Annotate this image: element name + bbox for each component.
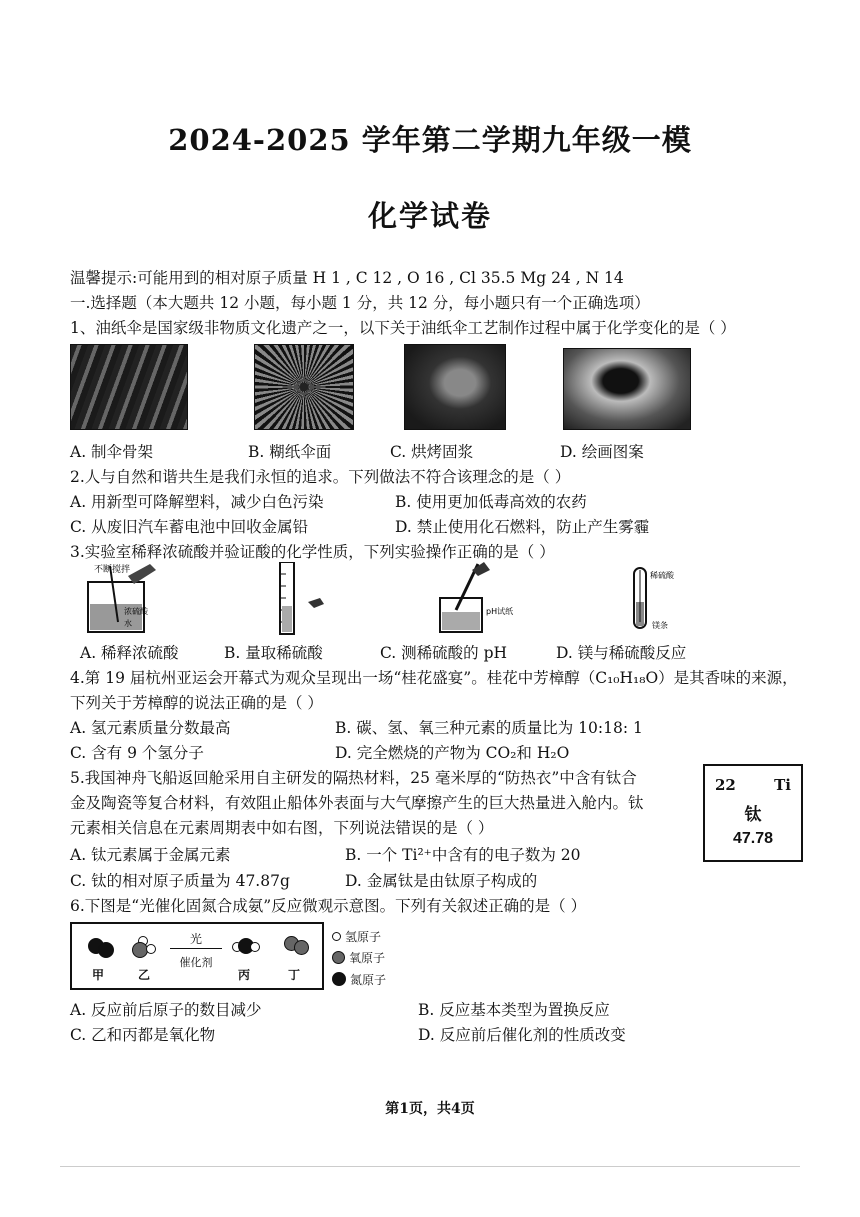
q6-option-c[interactable]: C. 乙和丙都是氧化物 bbox=[70, 1026, 216, 1044]
label-ph-paper: pH试纸 bbox=[486, 607, 514, 616]
exam-title: 2024-2025 学年第二学期九年级一模 bbox=[168, 123, 692, 157]
arrow-top-label: 光 bbox=[189, 932, 202, 946]
umbrella-frame-image bbox=[70, 344, 188, 430]
reaction-arrow bbox=[170, 948, 222, 949]
atom-legend bbox=[332, 926, 386, 990]
label-mg-strip: 镁条 bbox=[652, 621, 668, 630]
q1-option-a[interactable]: A. 制伞骨架 bbox=[70, 443, 154, 461]
ph-test-icon bbox=[440, 562, 490, 632]
q5-option-a[interactable]: A. 钛元素属于金属元素 bbox=[70, 846, 231, 864]
q5-stem-line2: 金及陶瓷等复合材料，有效阻止船体外表面与大气摩擦产生的巨大热量进入舱内。钛 bbox=[70, 794, 644, 812]
q3-option-b[interactable]: B. 量取稀硫酸 bbox=[224, 644, 323, 662]
element-symbol: Ti bbox=[774, 776, 791, 794]
graduated-cylinder-icon bbox=[280, 562, 324, 634]
nitrogen-atom-icon bbox=[98, 942, 114, 958]
hydrogen-atom-icon bbox=[250, 942, 260, 952]
label-stir: 不断搅拌 bbox=[94, 565, 131, 575]
q5-stem-line1: 5.我国神舟飞船返回舱采用自主研发的隔热材料，25 毫米厚的“防热衣”中含有钛合 bbox=[70, 769, 637, 787]
tip-text: 温馨提示:可能用到的相对原子质量 H 1 , C 12 , O 16 , Cl 35.5 Mg 24 , N 14 bbox=[70, 269, 624, 287]
hydrogen-legend-icon bbox=[332, 932, 341, 941]
lab-operations-figure bbox=[80, 562, 680, 638]
q3-option-d[interactable]: D. 镁与稀硫酸反应 bbox=[556, 644, 687, 662]
q4-option-b[interactable]: B. 碳、氢、氧三种元素的质量比为 10:18: 1 bbox=[335, 719, 643, 737]
q3-stem: 3.实验室稀释浓硫酸并验证酸的化学性质，下列实验操作正确的是（ ） bbox=[70, 543, 555, 561]
q2-option-a[interactable]: A. 用新型可降解塑料，减少白色污染 bbox=[70, 493, 324, 511]
baking-umbrella-image bbox=[404, 344, 506, 430]
q1-option-c[interactable]: C. 烘烤固浆 bbox=[390, 443, 474, 461]
hydrogen-atom-icon bbox=[146, 944, 156, 954]
atomic-mass: 47.78 bbox=[732, 830, 774, 847]
q6-option-b[interactable]: B. 反应基本类型为置换反应 bbox=[418, 1001, 610, 1019]
q2-option-c[interactable]: C. 从废旧汽车蓄电池中回收金属铅 bbox=[70, 518, 309, 536]
periodic-table-cell bbox=[703, 764, 803, 862]
label-conc-acid: 浓硫酸 bbox=[124, 607, 148, 616]
q6-stem: 6.下图是“光催化固氮合成氨”反应微观示意图。下列有关叙述正确的是（ ） bbox=[70, 897, 587, 915]
page-number: 第1页，共4页 bbox=[385, 1101, 475, 1117]
legend-hydrogen: 氢原子 bbox=[345, 929, 382, 944]
q2-option-d[interactable]: D. 禁止使用化石燃料，防止产生雾霾 bbox=[395, 518, 650, 536]
species-yi: 乙 bbox=[138, 968, 151, 982]
atomic-number: 22 bbox=[715, 776, 736, 794]
legend-nitrogen: 氮原子 bbox=[350, 972, 387, 987]
q4-stem-line2: 下列关于芳樟醇的说法正确的是（ ） bbox=[70, 694, 323, 712]
oxygen-atom-icon bbox=[294, 940, 309, 955]
section-heading: 一.选择题（本大题共 12 小题，每小题 1 分，共 12 分，每小题只有一个正确选项） bbox=[70, 294, 650, 312]
arrow-bottom-label: 催化剂 bbox=[179, 956, 213, 969]
q5-stem-line3: 元素相关信息在元素周期表中如右图，下列说法错误的是（ ） bbox=[70, 819, 494, 837]
q6-option-a[interactable]: A. 反应前后原子的数目减少 bbox=[70, 1001, 262, 1019]
species-ding: 丁 bbox=[288, 968, 301, 982]
test-tube-icon bbox=[634, 568, 646, 628]
exam-subtitle: 化学试卷 bbox=[367, 199, 492, 233]
paper-umbrella-image bbox=[254, 344, 354, 430]
q1-stem: 1、油纸伞是国家级非物质文化遗产之一，以下关于油纸伞工艺制作过程中属于化学变化的是（ ） bbox=[70, 319, 736, 337]
q4-option-a[interactable]: A. 氢元素质量分数最高 bbox=[70, 719, 231, 737]
scan-edge-line bbox=[60, 1166, 800, 1167]
q1-option-d[interactable]: D. 绘画图案 bbox=[560, 443, 644, 461]
q6-option-d[interactable]: D. 反应前后催化剂的性质改变 bbox=[418, 1026, 626, 1044]
q5-option-b[interactable]: B. 一个 Ti²⁺中含有的电子数为 20 bbox=[345, 846, 581, 864]
reaction-diagram bbox=[70, 922, 324, 990]
label-water: 水 bbox=[124, 619, 132, 628]
element-name: 钛 bbox=[744, 805, 762, 825]
legend-oxygen: 氧原子 bbox=[349, 950, 386, 965]
q3-option-a[interactable]: A. 稀释浓硫酸 bbox=[80, 644, 179, 662]
q4-stem-line1: 4.第 19 届杭州亚运会开幕式为观众呈现出一场“桂花盛宴”。桂花中芳樟醇（C₁₀H₁₈O）是其香味的来源， bbox=[70, 669, 798, 687]
q4-option-c[interactable]: C. 含有 9 个氢分子 bbox=[70, 744, 204, 762]
q5-option-d[interactable]: D. 金属钛是由钛原子构成的 bbox=[345, 872, 538, 890]
species-bing: 丙 bbox=[238, 968, 251, 982]
label-dilute-acid: 稀硫酸 bbox=[650, 571, 674, 580]
q1-option-b[interactable]: B. 糊纸伞面 bbox=[248, 443, 332, 461]
nitrogen-legend-icon bbox=[332, 972, 346, 986]
q5-option-c[interactable]: C. 钛的相对原子质量为 47.87g bbox=[70, 872, 290, 890]
oxygen-legend-icon bbox=[332, 951, 345, 964]
q3-option-c[interactable]: C. 测稀硫酸的 pH bbox=[380, 644, 508, 662]
painting-umbrella-image bbox=[563, 348, 691, 430]
q4-option-d[interactable]: D. 完全燃烧的产物为 CO₂和 H₂O bbox=[335, 744, 570, 762]
q2-stem: 2.人与自然和谐共生是我们永恒的追求。下列做法不符合该理念的是（ ） bbox=[70, 468, 571, 486]
q2-option-b[interactable]: B. 使用更加低毒高效的农药 bbox=[395, 493, 587, 511]
species-jia: 甲 bbox=[92, 968, 105, 982]
